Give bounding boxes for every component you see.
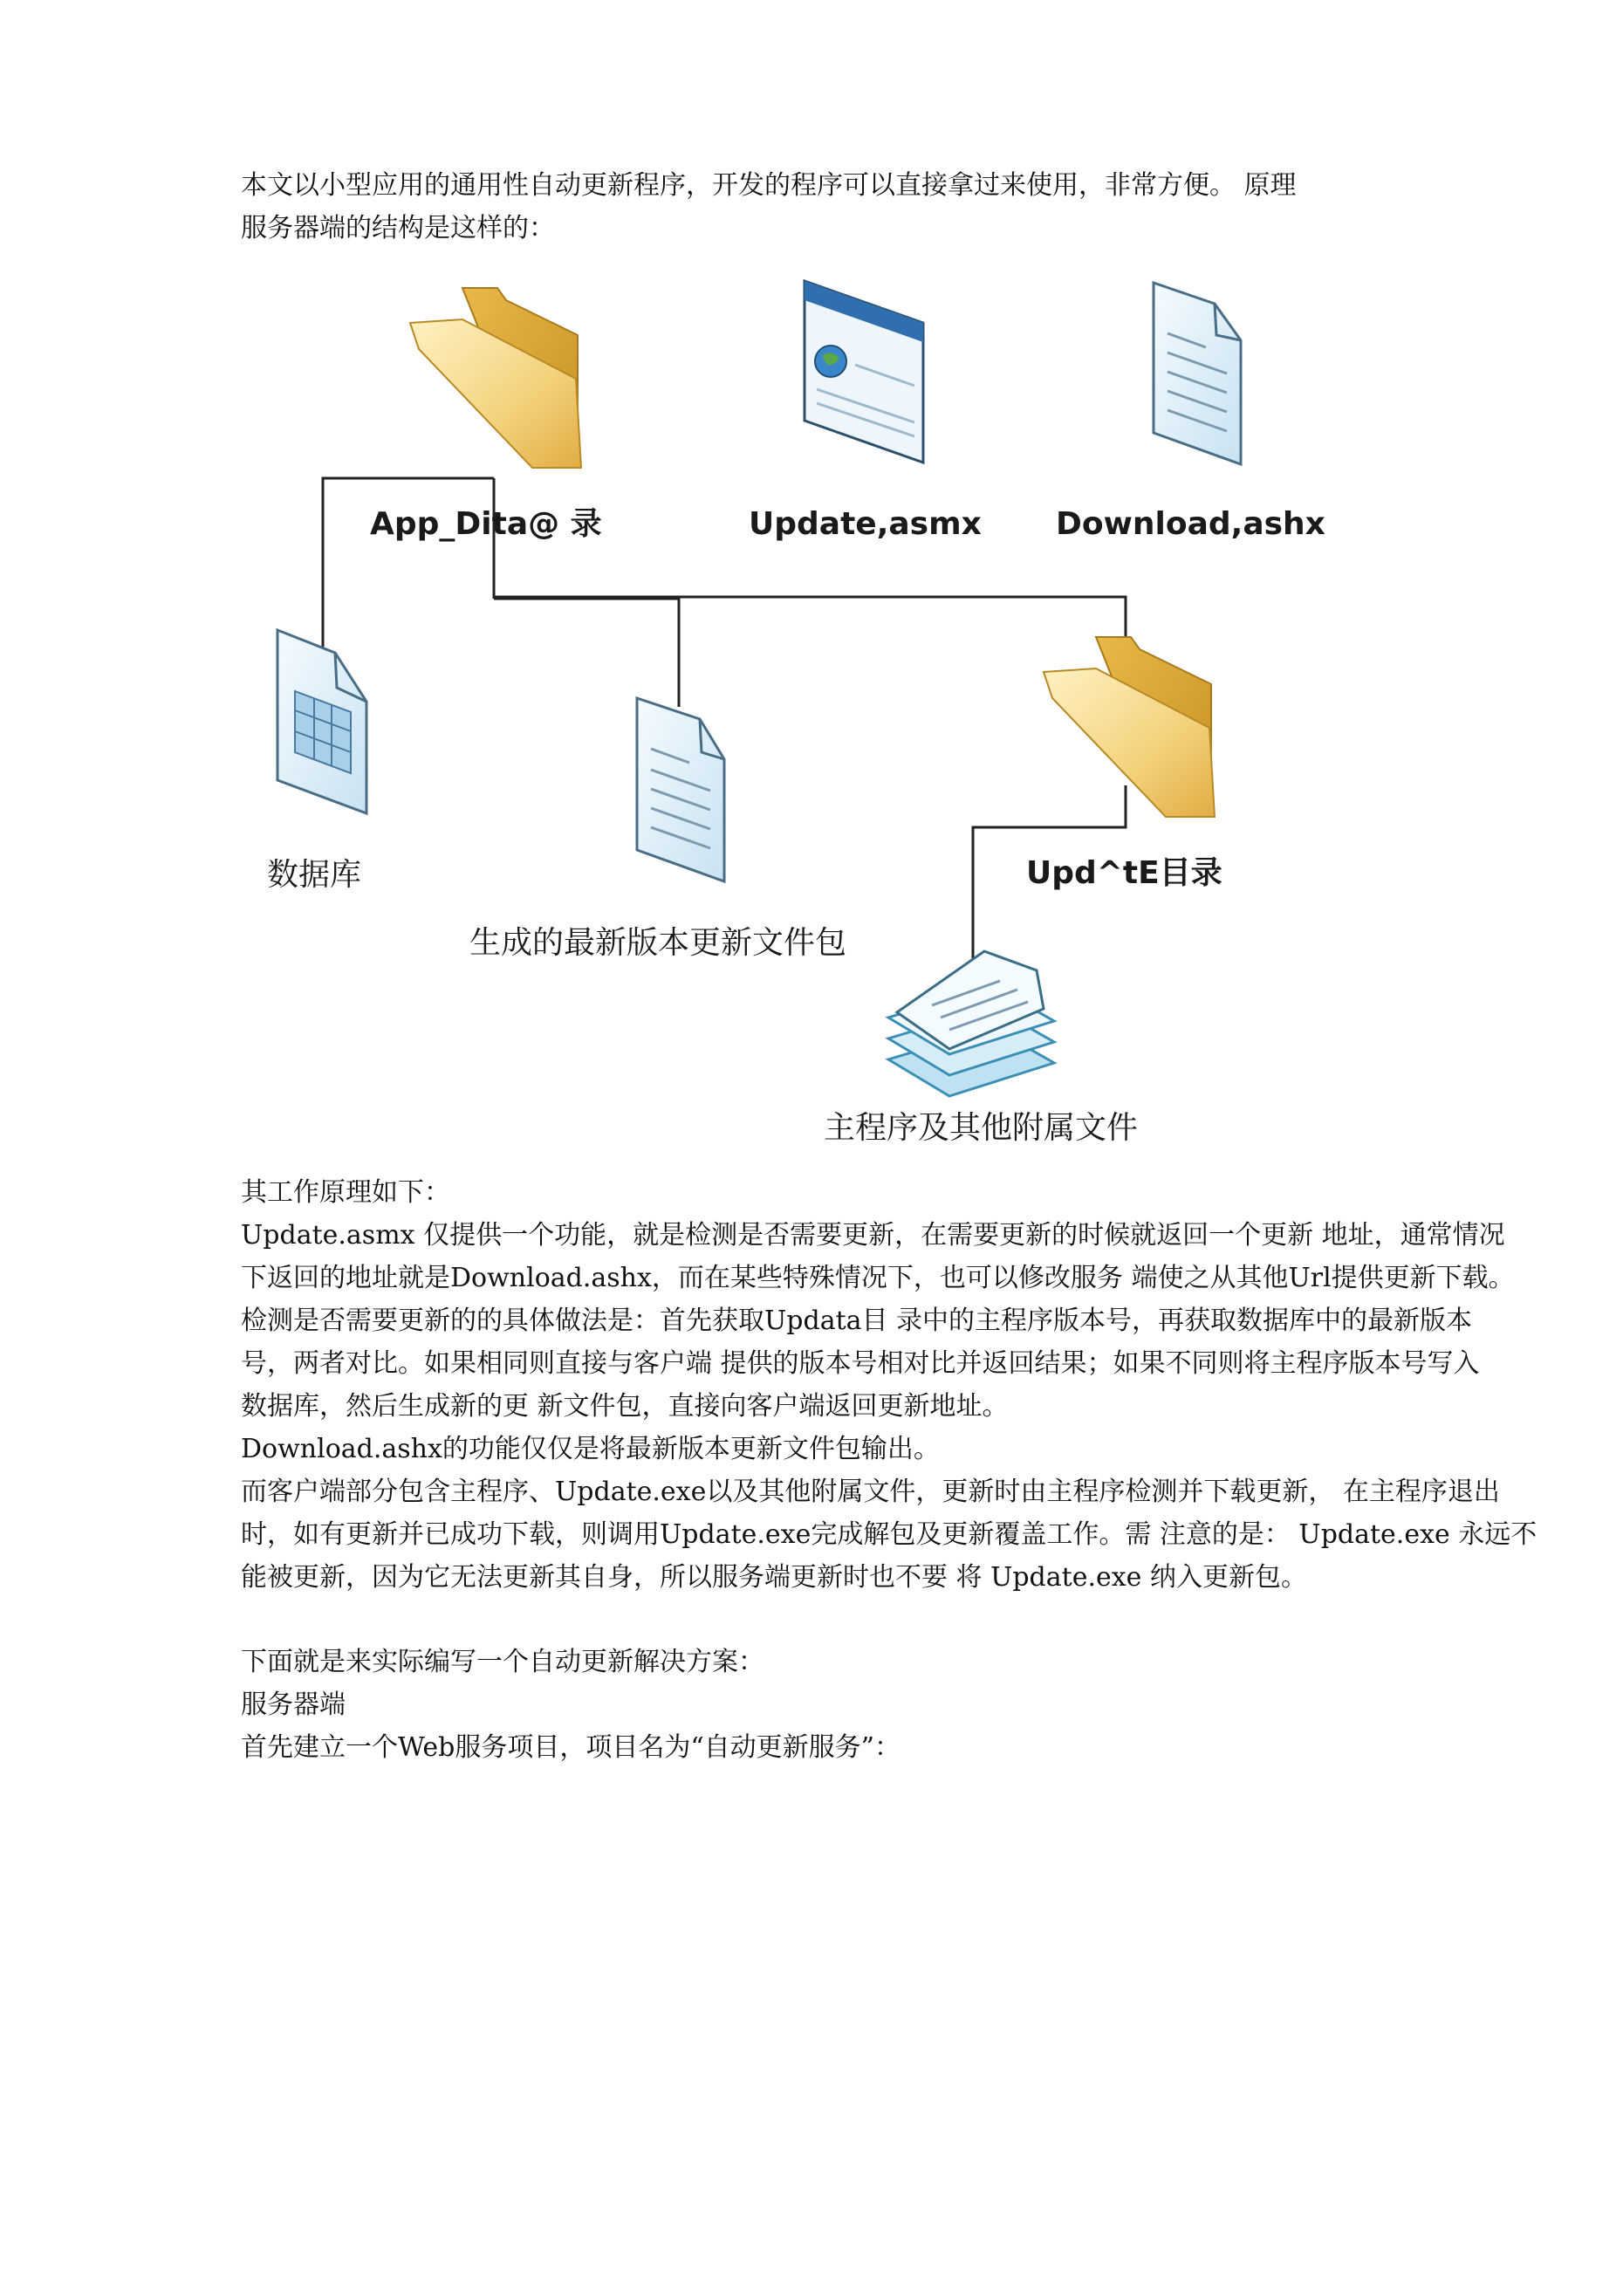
body-line-10: 能被更新，因为它无法更新其自身，所以服务端更新时也不要 将 Update.exe 纳入更新包。 xyxy=(241,1562,1307,1593)
web-service-icon xyxy=(805,281,923,463)
intro-line-2: 服务器端的结构是这样的： xyxy=(241,213,555,243)
body-line-3: 下返回的地址就是Download.ashx，而在某些特殊情况下，也可以修改服务 端使之从其他Url提供更新下载。 xyxy=(241,1263,1515,1293)
solution-line-3: 首先建立一个Web服务项目，项目名为“自动更新服务”： xyxy=(241,1732,901,1763)
label-download-ashx: Download,ashx xyxy=(1056,506,1325,542)
intro-line-1: 本文以小型应用的通用性自动更新程序，开发的程序可以直接拿过来使用，非常方便。 原理 xyxy=(241,170,1297,201)
app-data-folder-icon xyxy=(410,288,581,468)
solution-line-1: 下面就是来实际编写一个自动更新解决方案： xyxy=(241,1647,764,1677)
label-app-data: App_Dita@ 录 xyxy=(370,506,602,542)
stacked-files-icon xyxy=(888,951,1054,1096)
connector-lines xyxy=(323,478,1126,967)
download-doc-icon xyxy=(1154,283,1241,464)
body-line-4: 检测是否需要更新的的具体做法是：首先获取Updata目 录中的主程序版本号，再获取数据库中的最新版本 xyxy=(241,1306,1473,1336)
label-update-asmx: Update,asmx xyxy=(749,506,982,542)
database-table-icon xyxy=(277,630,366,813)
body-line-2: Update.asmx 仅提供一个功能，就是检测是否需要更新，在需要更新的时候就返回一个更新 地址，通常情况 xyxy=(241,1220,1505,1251)
label-database: 数据库 xyxy=(267,857,362,893)
body-line-8: 而客户端部分包含主程序、Update.exe以及其他附属文件，更新时由主程序检测并下载更新， 在主程序退出 xyxy=(241,1477,1500,1507)
solution-line-2: 服务器端 xyxy=(241,1689,346,1720)
body-line-5: 号，两者对比。如果相同则直接与客户端 提供的版本号相对比并返回结果；如果不同则将主程序版本号写入 xyxy=(241,1348,1480,1379)
label-update-dir: Upd^tE目录 xyxy=(1026,855,1222,891)
server-structure-diagram xyxy=(0,262,1623,1161)
body-line-9: 时，如有更新并已成功下载，则调用Update.exe完成解包及更新覆盖工作。需 注意的是： Update.exe 永远不 xyxy=(241,1519,1537,1550)
update-folder-icon xyxy=(1044,637,1215,817)
label-main-files: 主程序及其他附属文件 xyxy=(824,1110,1139,1146)
body-line-6: 数据库，然后生成新的更 新文件包，直接向客户端返回更新地址。 xyxy=(241,1391,1009,1422)
body-line-1: 其工作原理如下： xyxy=(241,1177,450,1208)
label-package: 生成的最新版本更新文件包 xyxy=(469,925,847,961)
body-line-7: Download.ashx的功能仅仅是将最新版本更新文件包输出。 xyxy=(241,1434,940,1464)
package-doc-icon xyxy=(637,698,724,881)
